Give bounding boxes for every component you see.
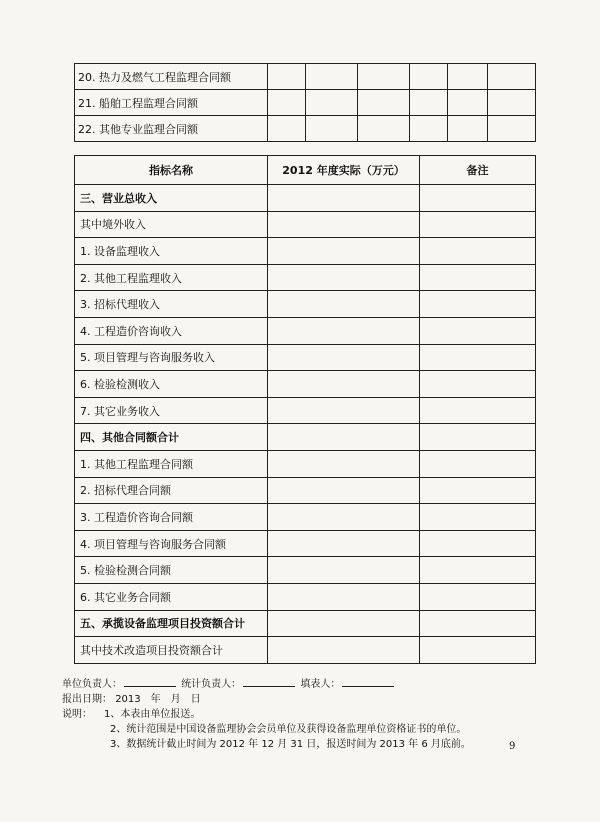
remarks-cell[interactable] [420, 238, 536, 265]
row-label: 其中技术改造项目投资额合计 [75, 637, 268, 664]
row-label: 22. 其他专业监理合同额 [75, 116, 268, 142]
table-row [75, 557, 536, 584]
table-row [75, 90, 536, 116]
remarks-cell[interactable] [420, 450, 536, 477]
filler-blank[interactable] [342, 676, 394, 687]
value-cell[interactable] [306, 116, 358, 142]
remarks-cell[interactable] [420, 317, 536, 344]
row-label: 5. 项目管理与咨询服务收入 [75, 344, 268, 371]
remarks-cell[interactable] [420, 185, 536, 212]
value-cell[interactable] [448, 90, 488, 116]
value-cell[interactable] [410, 90, 448, 116]
unit-head-label: 单位负责人： [62, 679, 122, 690]
section-heading: 四、其他合同额合计 [75, 424, 268, 451]
top-table [74, 63, 536, 142]
actual-value-cell[interactable] [268, 317, 420, 344]
report-date-line [62, 690, 201, 705]
table-row [75, 64, 536, 90]
actual-value-cell[interactable] [268, 211, 420, 238]
remarks-cell[interactable] [420, 557, 536, 584]
section-heading: 三、营业总收入 [75, 185, 268, 212]
table-row [75, 504, 536, 531]
value-cell[interactable] [410, 116, 448, 142]
table-row [75, 610, 536, 637]
note-item-2: 2、统计范围是中国设备监理协会会员单位及获得设备监理单位资格证书的单位。 [110, 724, 467, 735]
stats-head-label: 统计负责人： [181, 679, 242, 690]
row-label: 其中境外收入 [75, 211, 268, 238]
row-label: 5. 检验检测合同额 [75, 557, 268, 584]
table-row [75, 637, 536, 664]
stats-head-blank[interactable] [243, 676, 295, 687]
signature-line [62, 675, 396, 690]
value-cell[interactable] [306, 64, 358, 90]
table-row [75, 583, 536, 610]
row-label: 2. 招标代理合同额 [75, 477, 268, 504]
header-remarks: 备注 [420, 156, 536, 185]
actual-value-cell[interactable] [268, 637, 420, 664]
page-number: 9 [509, 741, 516, 752]
remarks-cell[interactable] [420, 610, 536, 637]
actual-value-cell[interactable] [268, 477, 420, 504]
table-row [75, 116, 536, 142]
table-row [75, 450, 536, 477]
row-label: 6. 检验检测收入 [75, 371, 268, 398]
remarks-cell[interactable] [420, 504, 536, 531]
value-cell[interactable] [448, 64, 488, 90]
actual-value-cell[interactable] [268, 504, 420, 531]
actual-value-cell[interactable] [268, 238, 420, 265]
table-row [75, 264, 536, 291]
value-cell[interactable] [410, 64, 448, 90]
table-row [75, 371, 536, 398]
remarks-cell[interactable] [420, 211, 536, 238]
value-cell[interactable] [488, 116, 536, 142]
actual-value-cell[interactable] [268, 450, 420, 477]
table-row [75, 238, 536, 265]
actual-value-cell[interactable] [268, 424, 420, 451]
actual-value-cell[interactable] [268, 344, 420, 371]
filler-label: 填表人： [300, 679, 341, 690]
note-item-1: 1、本表由单位报送。 [104, 709, 201, 720]
row-label: 6. 其它业务合同额 [75, 583, 268, 610]
report-date-label: 报出日期： [62, 694, 112, 705]
actual-value-cell[interactable] [268, 264, 420, 291]
value-cell[interactable] [268, 64, 306, 90]
table-row [75, 477, 536, 504]
remarks-cell[interactable] [420, 530, 536, 557]
table-row [75, 317, 536, 344]
row-label: 3. 招标代理收入 [75, 291, 268, 318]
value-cell[interactable] [358, 64, 410, 90]
remarks-cell[interactable] [420, 291, 536, 318]
note-item-3: 3、数据统计截止时间为 2012 年 12 月 31 日，报送时间为 2013 年 6 月底前。 [110, 739, 471, 750]
row-label: 4. 项目管理与咨询服务合同额 [75, 530, 268, 557]
actual-value-cell[interactable] [268, 185, 420, 212]
table-row [75, 424, 536, 451]
value-cell[interactable] [358, 116, 410, 142]
row-label: 3. 工程造价咨询合同额 [75, 504, 268, 531]
table-row [75, 344, 536, 371]
row-label: 21. 船舶工程监理合同额 [75, 90, 268, 116]
row-label: 2. 其他工程监理收入 [75, 264, 268, 291]
section-heading: 五、承揽设备监理项目投资额合计 [75, 610, 268, 637]
remarks-cell[interactable] [420, 371, 536, 398]
actual-value-cell[interactable] [268, 371, 420, 398]
value-cell[interactable] [448, 116, 488, 142]
remarks-cell[interactable] [420, 424, 536, 451]
value-cell[interactable] [268, 116, 306, 142]
value-cell[interactable] [488, 90, 536, 116]
value-cell[interactable] [488, 64, 536, 90]
actual-value-cell[interactable] [268, 557, 420, 584]
table-header-row [75, 156, 536, 185]
indicator-table [74, 155, 536, 664]
value-cell[interactable] [306, 90, 358, 116]
row-label: 20. 热力及燃气工程监理合同额 [75, 64, 268, 90]
row-label: 4. 工程造价咨询收入 [75, 317, 268, 344]
table-row [75, 211, 536, 238]
value-cell[interactable] [268, 90, 306, 116]
table-row [75, 530, 536, 557]
table-row [75, 291, 536, 318]
unit-head-blank[interactable] [124, 676, 176, 687]
value-cell[interactable] [358, 90, 410, 116]
remarks-cell[interactable] [420, 637, 536, 664]
row-label: 1. 设备监理收入 [75, 238, 268, 265]
remarks-cell[interactable] [420, 477, 536, 504]
actual-value-cell[interactable] [268, 583, 420, 610]
notes-label: 说明： [62, 709, 92, 720]
actual-value-cell[interactable] [268, 291, 420, 318]
actual-value-cell[interactable] [268, 610, 420, 637]
actual-value-cell[interactable] [268, 397, 420, 424]
remarks-cell[interactable] [420, 583, 536, 610]
table-row [75, 185, 536, 212]
report-date-value: 2013 年 月 日 [115, 694, 201, 705]
header-2012-actual: 2012 年度实际（万元） [268, 156, 420, 185]
actual-value-cell[interactable] [268, 530, 420, 557]
remarks-cell[interactable] [420, 264, 536, 291]
row-label: 7. 其它业务收入 [75, 397, 268, 424]
remarks-cell[interactable] [420, 397, 536, 424]
header-indicator-name: 指标名称 [75, 156, 268, 185]
table-row [75, 397, 536, 424]
remarks-cell[interactable] [420, 344, 536, 371]
row-label: 1. 其他工程监理合同额 [75, 450, 268, 477]
